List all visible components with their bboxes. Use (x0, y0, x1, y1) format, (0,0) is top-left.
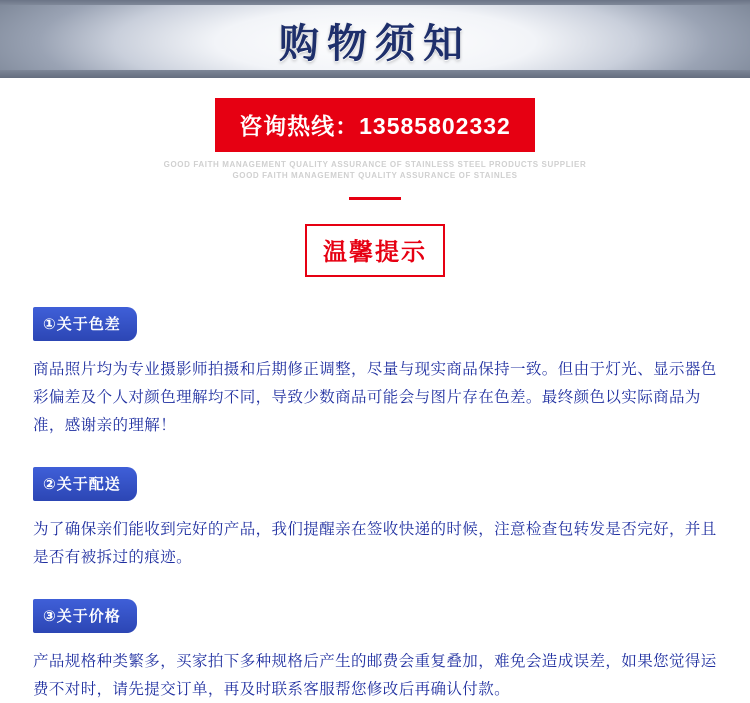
english-tagline (0, 159, 750, 181)
tip-badge-wrap (0, 224, 750, 277)
section-heading: ①关于色差 (33, 307, 137, 341)
hotline-number: 13585802332 (359, 113, 511, 139)
tip-badge: 温馨提示 (305, 224, 445, 277)
hotline-bar (215, 98, 535, 152)
section-heading: ③关于价格 (33, 599, 137, 633)
section-price (33, 599, 717, 703)
section-body: 商品照片均为专业摄影师拍摄和后期修正调整，尽量与现实商品保持一致。但由于灯光、显示器色彩偏差及个人对颜色理解均不同，导致少数商品可能会与图片存在色差。最终颜色以实际商品为准，感谢亲的理解！ (33, 360, 717, 434)
spacer (33, 445, 717, 467)
page-title: 购物须知 (279, 21, 471, 67)
page-header-banner (0, 0, 750, 78)
notice-sections (0, 307, 750, 703)
hotline-block (0, 98, 750, 200)
hotline-label: 咨询热线： (239, 114, 360, 140)
english-tagline-line1: GOOD FAITH MANAGEMENT QUALITY ASSURANCE OF STAINLESS STEEL PRODUCTS SUPPLIER (163, 160, 587, 169)
section-delivery (33, 467, 717, 571)
english-tagline-line2: GOOD FAITH MANAGEMENT QUALITY ASSURANCE OF STAINLES (232, 171, 518, 180)
section-body: 产品规格种类繁多，买家拍下多种规格后产生的邮费会重复叠加，难免会造成误差，如果您觉得运费不对时，请先提交订单，再及时联系客服帮您修改后再确认付款。 (33, 652, 717, 698)
spacer (33, 577, 717, 599)
section-body: 为了确保亲们能收到完好的产品，我们提醒亲在签收快递的时候，注意检查包转发是否完好，并且是否有被拆过的痕迹。 (33, 520, 717, 566)
section-heading: ②关于配送 (33, 467, 137, 501)
red-divider (349, 197, 401, 200)
section-color-difference (33, 307, 717, 439)
